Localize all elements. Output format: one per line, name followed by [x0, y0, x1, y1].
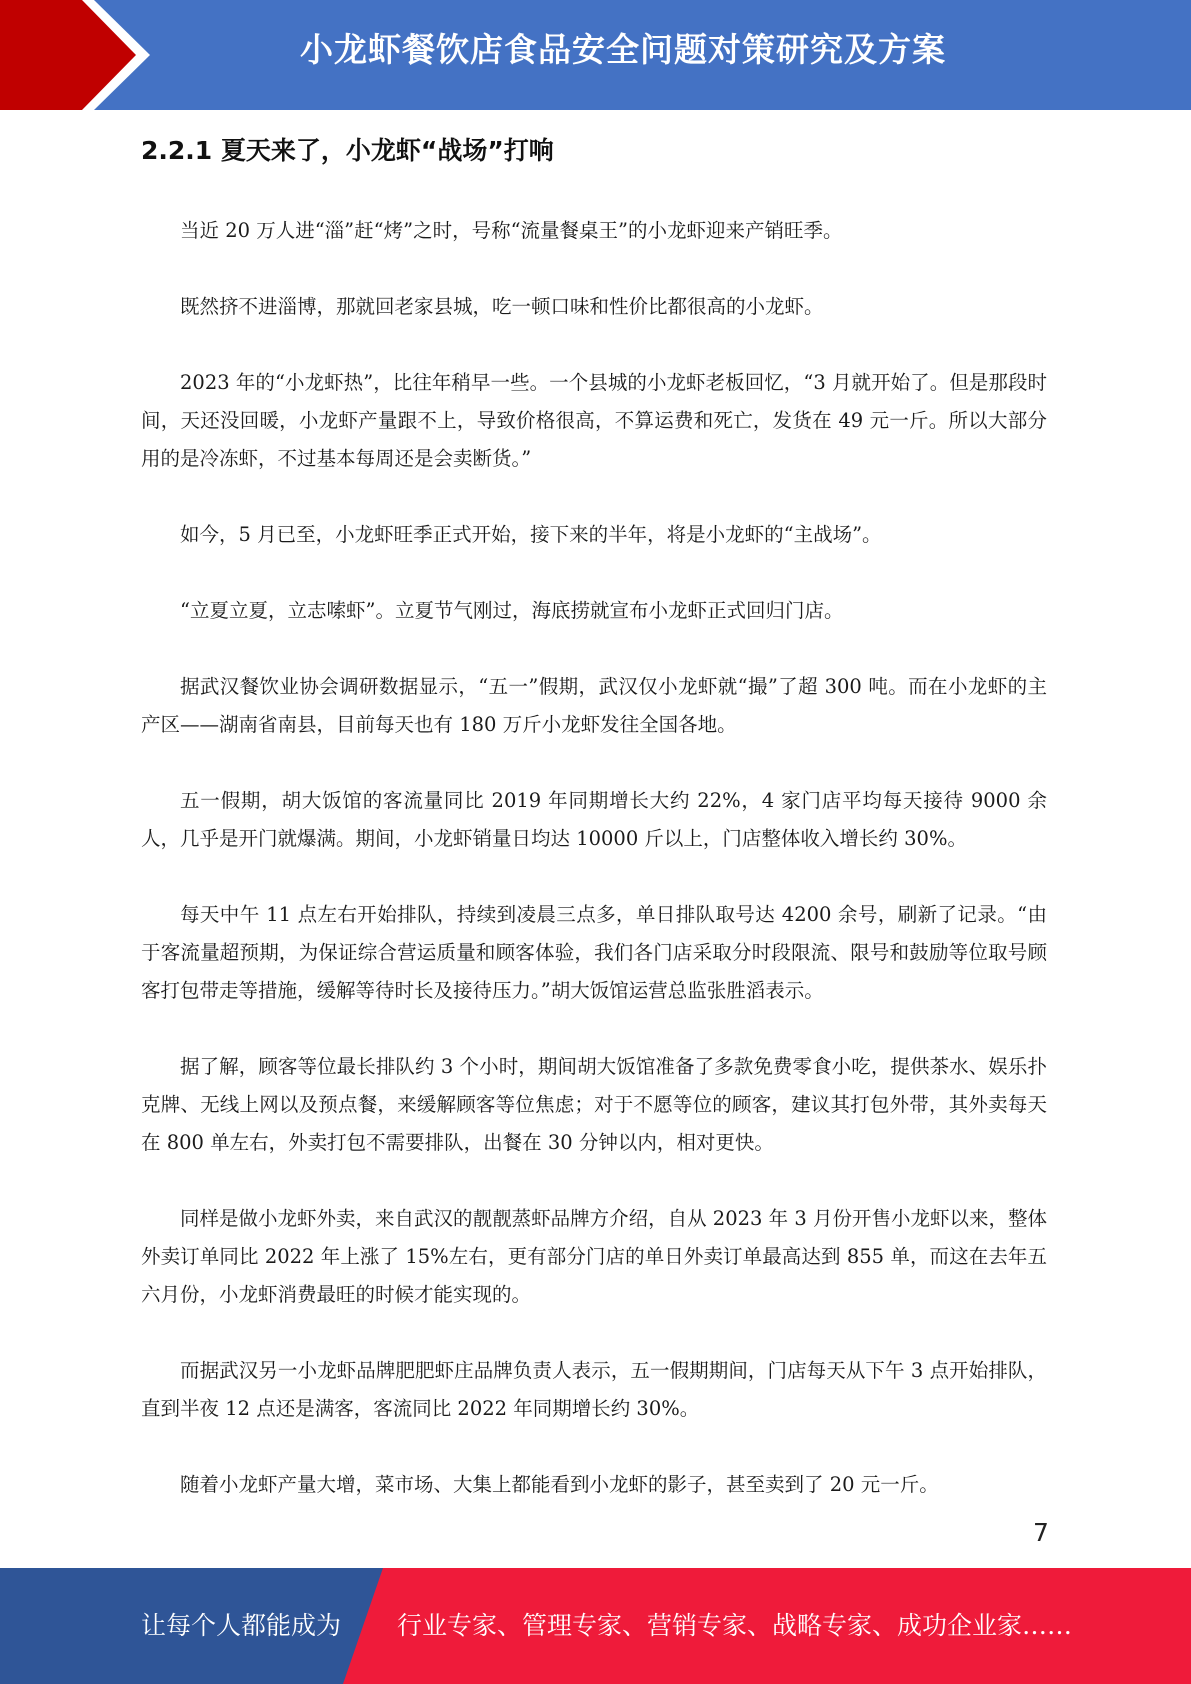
- paragraph-8: 每天中午 11 点左右开始排队，持续到凌晨三点多，单日排队取号达 4200 余号，刷新了记录。“由于客流量超预期，为保证综合营运质量和顾客体验，我们各门店采取分时段限流、限号和鼓励等位取号顾客打包带走等措施，缓解等待时长及接待压力。”胡大饭馆运营总监张胜滔表示。: [141, 903, 1047, 1002]
- paragraph-12: 随着小龙虾产量大增，菜市场、大集上都能看到小龙虾的影子，甚至卖到了 20 元一斤。: [180, 1473, 939, 1496]
- paragraph-5: “立夏立夏，立志嗦虾”。立夏节气刚过，海底捞就宣布小龙虾正式回归门店。: [180, 599, 844, 622]
- body-text: [141, 212, 1047, 1542]
- footer-slogan-right: 行业专家、管理专家、营销专家、战略专家、成功企业家……: [397, 1611, 1073, 1640]
- paragraph-10: 同样是做小龙虾外卖，来自武汉的靓靓蒸虾品牌方介绍，自从 2023 年 3 月份开售小龙虾以来，整体外卖订单同比 2022 年上涨了 15%左右，更有部分门店的单日外卖订单最高达到 855 单，而这在去年五六月份，小龙虾消费最旺的时候才能实现的。: [141, 1207, 1047, 1306]
- paragraph-11: 而据武汉另一小龙虾品牌肥肥虾庄品牌负责人表示，五一假期期间，门店每天从下午 3 点开始排队，直到半夜 12 点还是满客，客流同比 2022 年同期增长约 30%。: [141, 1359, 1047, 1420]
- page-header: [0, 0, 1191, 110]
- paragraph-4: 如今，5 月已至，小龙虾旺季正式开始，接下来的半年，将是小龙虾的“主战场”。: [180, 523, 882, 546]
- page-number: 7: [1033, 1518, 1049, 1547]
- paragraph-1: 当近 20 万人进“淄”赶“烤”之时，号称“流量餐桌王”的小龙虾迎来产销旺季。: [180, 219, 843, 242]
- paragraph-7: 五一假期，胡大饭馆的客流量同比 2019 年同期增长大约 22%，4 家门店平均每天接待 9000 余人，几乎是开门就爆满。期间，小龙虾销量日均达 10000 斤以上，门店整体收入增长约 30%。: [141, 789, 1047, 850]
- paragraph-3: 2023 年的“小龙虾热”，比往年稍早一些。一个县城的小龙虾老板回忆，“3 月就开始了。但是那段时间，天还没回暖，小龙虾产量跟不上，导致价格很高，不算运费和死亡，发货在 49 元一斤。所以大部分用的是冷冻虾，不过基本每周还是会卖断货。”: [141, 371, 1047, 470]
- header-arrow-decoration: [0, 0, 150, 110]
- paragraph-9: 据了解，顾客等位最长排队约 3 个小时，期间胡大饭馆准备了多款免费零食小吃，提供茶水、娱乐扑克牌、无线上网以及预点餐，来缓解顾客等位焦虑；对于不愿等位的顾客，建议其打包外带，其外卖每天在 800 单左右，外卖打包不需要排队，出餐在 30 分钟以内，相对更快。: [141, 1055, 1047, 1154]
- paragraph-2: 既然挤不进淄博，那就回老家县城，吃一顿口味和性价比都很高的小龙虾。: [180, 295, 824, 318]
- header-arrow-red: [0, 0, 136, 110]
- footer-slogan-left: 让每个人都能成为: [141, 1611, 342, 1640]
- section-title: 2.2.1 夏天来了，小龙虾“战场”打响: [141, 136, 554, 165]
- page-footer: [0, 1568, 1191, 1684]
- header-title: 小龙虾餐饮店食品安全问题对策研究及方案: [300, 30, 946, 69]
- paragraph-6: 据武汉餐饮业协会调研数据显示，“五一”假期，武汉仅小龙虾就“撮”了超 300 吨。而在小龙虾的主产区——湖南省南县，目前每天也有 180 万斤小龙虾发往全国各地。: [141, 675, 1047, 736]
